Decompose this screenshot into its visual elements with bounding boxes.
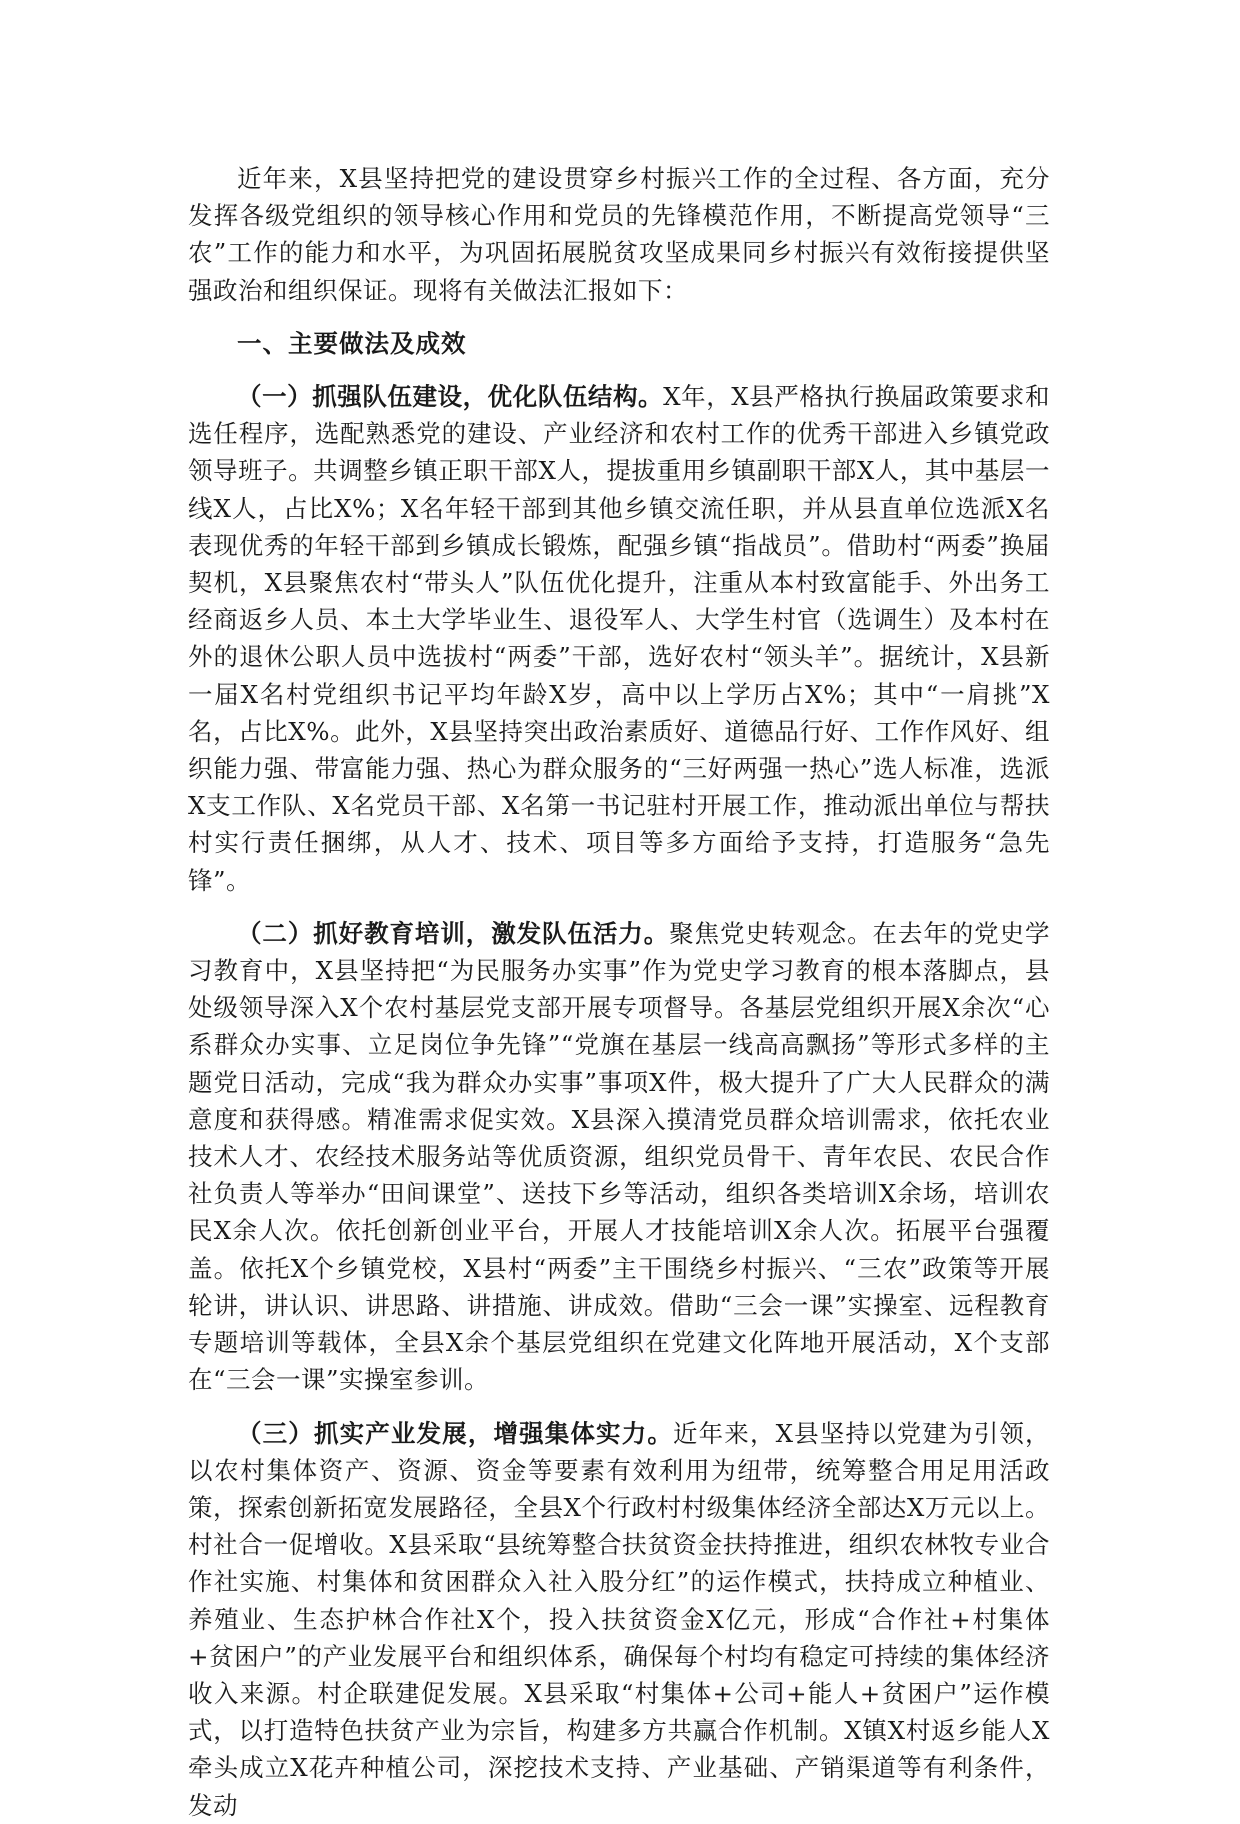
section-heading: 一、主要做法及成效 xyxy=(237,328,467,358)
subsection-1-heading: （一）抓强队伍建设，优化队伍结构。 xyxy=(237,382,664,412)
subsection-3-paragraph xyxy=(188,1415,1050,1824)
intro-paragraph: 近年来，X县坚持把党的建设贯穿乡村振兴工作的全过程、各方面，充分发挥各级党组织的领导核心作用和党员的先锋模范作用，不断提高党领导“三农”工作的能力和水平，为巩固拓展脱贫攻坚成果同乡村振兴有效衔接提供坚强政治和组织保证。现将有关做法汇报如下： xyxy=(188,164,1050,305)
subsection-2-heading: （二）抓好教育培训，激发队伍活力。 xyxy=(237,918,670,948)
subsection-3-heading: （三）抓实产业发展，增强集体实力。 xyxy=(237,1418,673,1448)
subsection-1-body: X年，X县严格执行换届政策要求和选任程序，选配熟悉党的建设、产业经济和农村工作的优秀干部进入乡镇党政领导班子。共调整乡镇正职干部X人，提拔重用乡镇副职干部X人，其中基层一线X人，占比X%；X名年轻干部到其他乡镇交流任职，并从县直单位选派X名表现优秀的年轻干部到乡镇成长锻炼，配强乡镇“指战员”。借助村“两委”换届契机，X县聚焦农村“带头人”队伍优化提升，注重从本村致富能手、外出务工经商返乡人员、本土大学毕业生、退役军人、大学生村官（选调生）及本村在外的退休公职人员中选拔村“两委”干部，选好农村“领头羊”。据统计，X县新一届X名村党组织书记平均年龄X岁，高中以上学历占X%；其中“一肩挑”X名，占比X%。此外，X县坚持突出政治素质好、道德品行好、工作作风好、组织能力强、带富能力强、热心为群众服务的“三好两强一热心”选人标准，选派X支工作队、X名党员干部、X名第一书记驻村开展工作，推动派出单位与帮扶村实行责任捆绑，从人才、技术、项目等多方面给予支持，打造服务“急先锋”。 xyxy=(188,382,1050,895)
document-page xyxy=(188,160,1050,1824)
subsection-2-body: 聚焦党史转观念。在去年的党史学习教育中，X县坚持把“为民服务办实事”作为党史学习教育的根本落脚点，县处级领导深入X个农村基层党支部开展专项督导。各基层党组织开展X余次“心系群众办实事、立足岗位争先锋”“党旗在基层一线高高飘扬”等形式多样的主题党日活动，完成“我为群众办实事”事项X件，极大提升了广大人民群众的满意度和获得感。精准需求促实效。X县深入摸清党员群众培训需求，依托农业技术人才、农经技术服务站等优质资源，组织党员骨干、青年农民、农民合作社负责人等举办“田间课堂”、送技下乡等活动，组织各类培训X余场，培训农民X余人次。依托创新创业平台，开展人才技能培训X余人次。拓展平台强覆盖。依托X个乡镇党校，X县村“两委”主干围绕乡村振兴、“三农”政策等开展轮讲，讲认识、讲思路、讲措施、讲成效。借助“三会一课”实操室、远程教育专题培训等载体，全县X余个基层党组织在党建文化阵地开展活动，X个支部在“三会一课”实操室参训。 xyxy=(188,918,1051,1395)
subsection-3-body: 近年来，X县坚持以党建为引领，以农村集体资产、资源、资金等要素有效利用为纽带，统筹整合用足用活政策，探索创新拓宽发展路径，全县X个行政村村级集体经济全部达X万元以上。村社合一促增收。X县采取“县统筹整合扶贫资金扶持推进，组织农林牧专业合作社实施、村集体和贫困群众入社入股分红”的运作模式，扶持成立种植业、养殖业、生态护林合作社X个，投入扶贫资金X亿元，形成“合作社+村集体+贫困户”的产业发展平台和组织体系，确保每个村均有稳定可持续的集体经济收入来源。村企联建促发展。X县采取“村集体+公司+能人+贫困户”运作模式，以打造特色扶贫产业为宗旨，构建多方共赢合作机制。X镇X村返乡能人X牵头成立X花卉种植公司，深挖技术支持、产业基础、产销渠道等有利条件，发动 xyxy=(188,1418,1050,1820)
subsection-2-paragraph xyxy=(188,915,1050,1399)
subsection-1-paragraph xyxy=(188,378,1050,899)
